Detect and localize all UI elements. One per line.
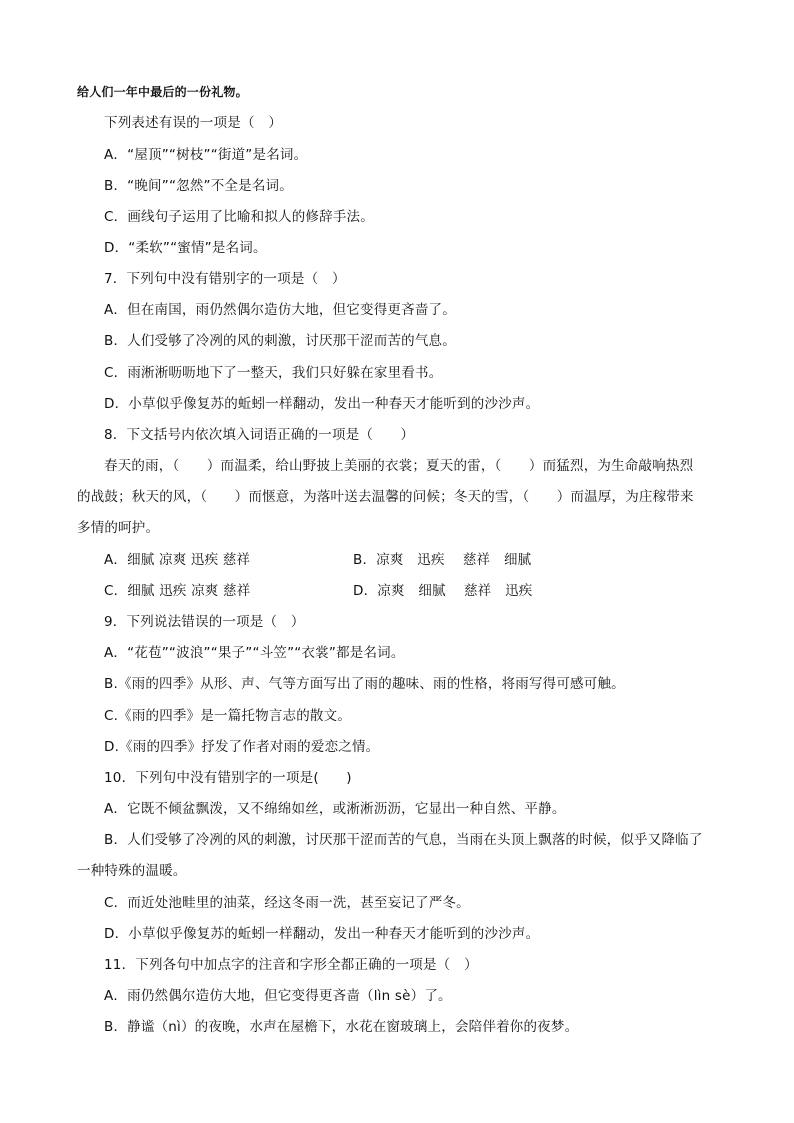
- option-line: D．“柔软”“蜜情”是名词。: [104, 240, 267, 256]
- option-line: 一种特殊的温暖。: [77, 863, 187, 879]
- passage-line: 的战鼓；秋天的风，（ ）而惬意，为落叶送去温馨的问候；冬天的雪，（ ）而温厚，为庄稼带来: [77, 489, 694, 505]
- question-7: 7．下列句中没有错别字的一项是（ ）: [104, 271, 346, 287]
- option-line: D．凉爽 细腻 慈祥 迅疾: [353, 583, 533, 599]
- option-line: A．“花苞”“波浪”“果子”“斗笠”“衣裳”都是名词。: [104, 645, 405, 661]
- option-line: D．小草似乎像复苏的蚯蚓一样翻动，发出一种春天才能听到的沙沙声。: [104, 396, 540, 412]
- option-line: B．人们受够了冷冽的风的刺激，讨厌那干涩而苦的气息，当雨在头顶上飘落的时候，似乎又降临了: [104, 832, 703, 848]
- option-line: C．雨淅淅呖呖地下了一整天，我们只好躲在家里看书。: [104, 365, 443, 381]
- option-line: C．画线句子运用了比喻和拟人的修辞手法。: [104, 209, 374, 225]
- question-11: 11．下列各句中加点字的注音和字形全都正确的一项是（ ）: [104, 957, 478, 973]
- option-line: A．细腻 凉爽 迅疾 慈祥: [104, 552, 251, 568]
- option-line: C.《雨的四季》是一篇托物言志的散文。: [104, 708, 352, 724]
- option-line: B．静谧（nì）的夜晚，水声在屋檐下，水花在窗玻璃上，会陪伴着你的夜梦。: [104, 1019, 579, 1035]
- option-line: B．人们受够了冷冽的风的刺激，讨厌那干涩而苦的气息。: [104, 333, 456, 349]
- option-line: D.《雨的四季》抒发了作者对雨的爱恋之情。: [104, 739, 380, 755]
- option-line: B．凉爽 迅疾 慈祥 细腻: [353, 552, 532, 568]
- option-line: A．“屋顶”“树枝”“街道”是名词。: [104, 147, 308, 163]
- option-line: C．而近处池畦里的油菜，经这冬雨一洗，甚至妄记了严冬。: [104, 895, 470, 911]
- option-line: A．它既不倾盆飘泼，又不绵绵如丝，或淅淅沥沥，它显出一种自然、平静。: [104, 801, 566, 817]
- option-line: A．但在南国，雨仍然偶尔造仿大地，但它变得更吝啬了。: [104, 302, 456, 318]
- question-stem: 下列表述有误的一项是（ ）: [104, 115, 283, 131]
- question-10: 10．下列句中没有错别字的一项是( ): [104, 770, 352, 786]
- option-line: B．“晚间”“忽然”不全是名词。: [104, 178, 293, 194]
- question-8: 8．下文括号内依次填入词语正确的一项是（ ）: [104, 427, 415, 443]
- question-9: 9．下列说法错误的一项是（ ）: [104, 614, 305, 630]
- option-line: D．小草似乎像复苏的蚯蚓一样翻动，发出一种春天才能听到的沙沙声。: [104, 926, 540, 942]
- option-line: C．细腻 迅疾 凉爽 慈祥: [104, 583, 251, 599]
- passage-line: 多情的呵护。: [77, 520, 160, 536]
- text-line: 给人们一年中最后的一份礼物。: [77, 85, 248, 99]
- option-line: A．雨仍然偶尔造仿大地，但它变得更吝啬（lìn sè）了。: [104, 988, 452, 1004]
- passage-line: 春天的雨，（ ）而温柔，给山野披上美丽的衣裳；夏天的雷，（ ）而猛烈，为生命敲响热烈: [104, 458, 694, 474]
- option-line: B.《雨的四季》从形、声、气等方面写出了雨的趣味、雨的性格，将雨写得可感可触。: [104, 676, 625, 692]
